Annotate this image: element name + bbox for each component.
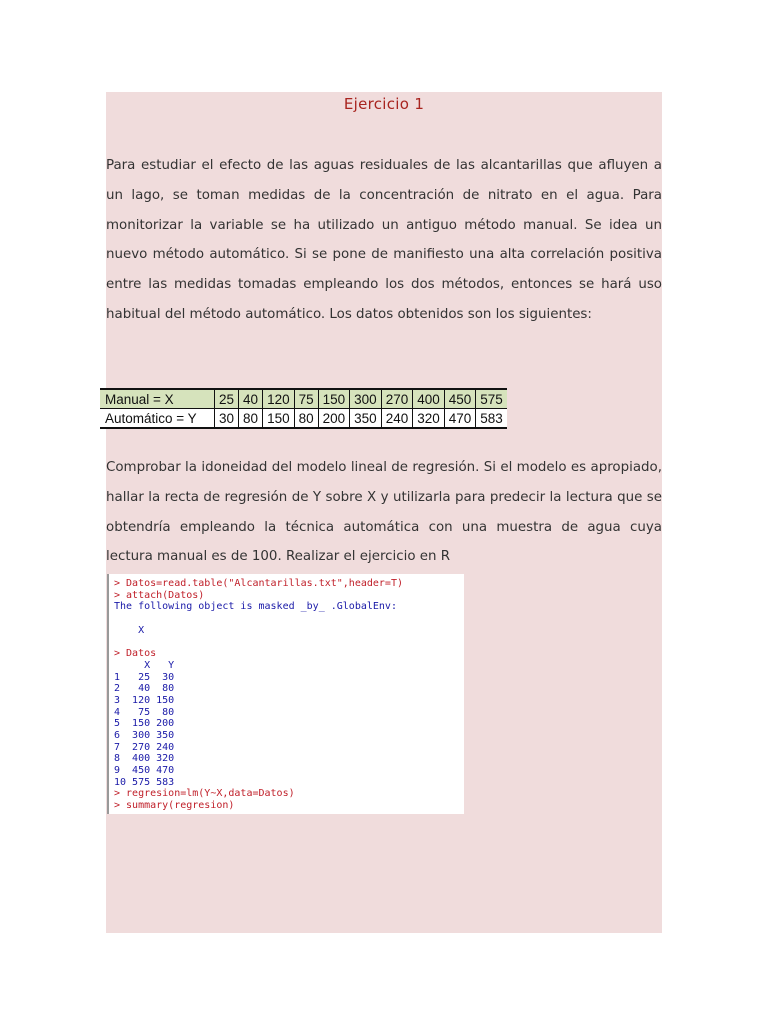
intro-paragraph: Para estudiar el efecto de las aguas residuales de las alcantarillas que afluyen a un lago, se toman medidas de la concentración de nitrato en el agua. Para monitorizar la variable se ha utilizado un antiguo método manual. Se idea un nuevo método automático. Si se pone de manifiesto una alta correlación positiva entre las medidas tomadas empleando los dos métodos, entonces se hará uso habitual del método automático. Los datos obtenidos son los siguientes: [106,158,662,322]
table-cell: 150 [318,389,350,409]
console-command-line: > regresion=lm(Y~X,data=Datos) [114,788,295,800]
table-cell: 200 [318,409,350,429]
table-cell: 80 [294,409,318,429]
console-output-line: 10 575 583 [114,776,175,788]
console-output-line: 4 75 80 [114,706,175,718]
console-command-line: > Datos [114,648,157,660]
console-output-line [114,613,464,625]
table-cell: 25 [215,389,239,409]
table-cell: 350 [350,409,382,429]
table-cell: 240 [381,409,413,429]
table-cell: 470 [444,409,476,429]
table-cell: 320 [413,409,445,429]
table-cell: 400 [413,389,445,409]
table-cell: 150 [263,409,295,429]
task-paragraph: Comprobar la idoneidad del modelo lineal de regresión. Si el modelo es apropiado, hallar la recta de regresión de Y sobre X y utilizarla para predecir la lectura que se obtendría empleando la técnica automática con una muestra de agua cuya lectura manual es de 100. Realizar el ejercicio en R [106,460,662,565]
table-cell: 120 [263,389,295,409]
table-cell: 80 [239,409,263,429]
data-table [100,388,507,429]
table-cell: 270 [381,389,413,409]
console-command-line: > attach(Datos) [114,589,205,601]
console-output-line: 7 270 240 [114,741,175,753]
console-output-line: 9 450 470 [114,765,175,776]
console-output-line: 2 40 80 [114,683,175,695]
table-cell: 30 [215,409,239,429]
console-output-line: 1 25 30 [114,671,175,683]
r-console-screenshot [107,574,464,814]
row-label: Manual = X [100,389,215,409]
table-cell: 575 [476,389,507,409]
table-cell: 40 [239,389,263,409]
table-cell: 300 [350,389,382,409]
console-output-line [114,636,464,648]
table-row-automatic [100,409,507,429]
table-cell: 583 [476,409,507,429]
table-cell: 450 [444,389,476,409]
console-output-line: X [114,624,145,636]
exercise-title: Ejercicio 1 [343,95,425,113]
console-output-line: The following object is masked _by_ .GlobalEnv: [114,601,397,613]
console-output-line: X Y [114,659,175,671]
console-command-line: > summary(regresion) [114,800,235,812]
console-output-line: 3 120 150 [114,694,175,706]
console-output-line: 6 300 350 [114,729,175,741]
console-output-line: 5 150 200 [114,718,175,730]
table-row-manual [100,389,507,409]
row-label: Automático = Y [100,409,215,429]
console-command-line: > Datos=read.table("Alcantarillas.txt",header=T) [114,578,403,589]
console-output-line: 8 400 320 [114,753,175,765]
table-cell: 75 [294,389,318,409]
